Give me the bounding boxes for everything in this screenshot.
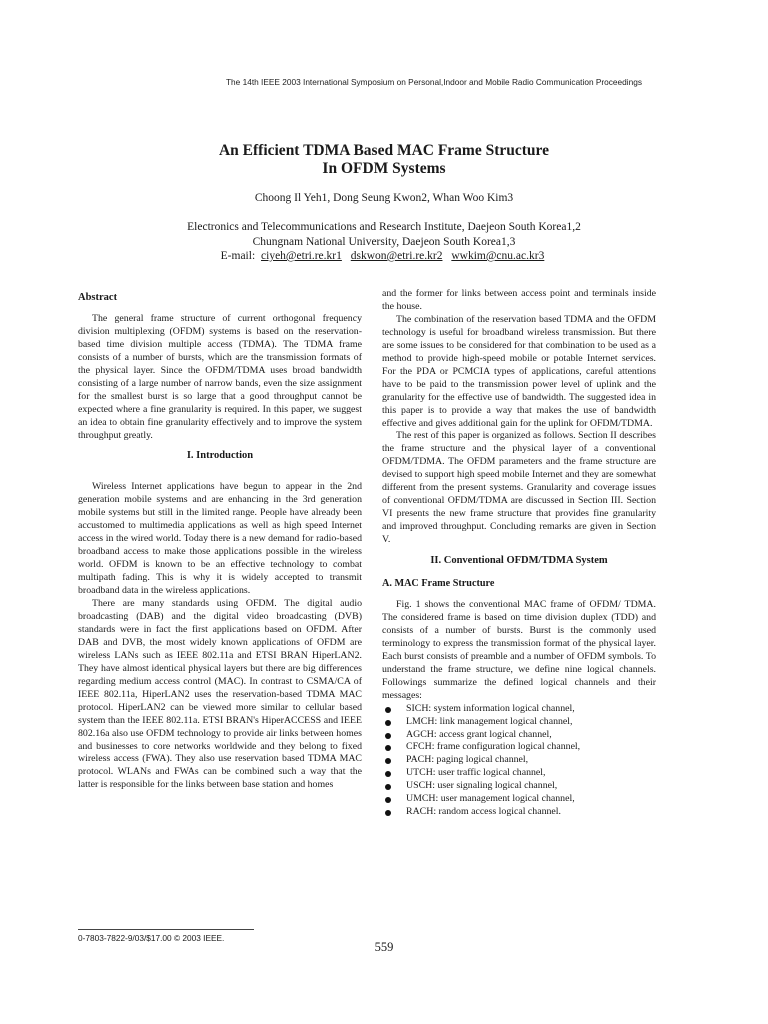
list-item: AGCH: access grant logical channel, — [382, 729, 656, 742]
list-item: PACH: paging logical channel, — [382, 754, 656, 767]
list-item: RACH: random access logical channel. — [382, 806, 656, 819]
copyright-notice: 0-7803-7822-9/03/$17.00 © 2003 IEEE. — [78, 933, 225, 943]
bullet-icon — [385, 733, 391, 739]
list-item: USCH: user signaling logical channel, — [382, 780, 656, 793]
abstract-heading: Abstract — [78, 292, 118, 303]
bullet-icon — [385, 810, 391, 816]
footnote-rule — [78, 929, 254, 930]
bullet-icon — [385, 784, 391, 790]
introduction-paragraph-1: Wireless Internet applications have begun to appear in the 2nd generation mobile systems and are enhancing in the 3rd generation mobile systems but still in the limited range. People have already been accustomed to multimedia applications as well as high speed Internet access in the wired world. Today there is a new demand for radio-based broadband access to make those applications possible in the wireless world. OFDM is known to be an effective technology to combat multipath fading. This is why it is widely accepted to transmit broadband data in the wireless applications. — [78, 481, 362, 597]
affiliation-line-1: Electronics and Telecommunications and Research Institute, Daejeon South Korea1,2 — [187, 221, 581, 233]
introduction-paragraph-4: The rest of this paper is organized as follows. Section II describes the frame structure and the physical layer of a conventional OFDM/TDMA. The OFDM parameters and the frame structure are devised to support high speed mobile Internet and they are somewhat different from the present systems. Granularity and coverage issues of conventional OFDM/TDMA are discussed in Section III. Section VI presents the new frame structure that provides fine granularity and improved throughput. Concluding remarks are given in Section V. — [382, 430, 656, 546]
introduction-heading: I. Introduction — [186, 450, 254, 462]
affiliation-line-2: Chungnam National University, Daejeon South Korea1,3 — [252, 235, 516, 248]
email-label: E-mail: — [220, 250, 256, 262]
abstract-text: The general frame structure of current orthogonal frequency division multiplexing (OFDM) systems is based on the reservation-based time division multiple access (TDMA). The TDMA frame consists of a number of bursts, which are the transmission formats of the physical layer. Since the OFDM/TDMA uses broad bandwidth consisting of a large number of narrow bands, even the size assignment for the smallest burst is so large that a good throughput cannot be expected where a fine granularity is required. In this paper, we suggest an idea to obtain fine granularity effectively and to improve the system throughput greatly. — [78, 312, 362, 441]
email-link-2[interactable]: dskwon@etri.re.kr2 — [350, 250, 443, 262]
title-line-2: In OFDM Systems — [322, 160, 446, 177]
paper-title — [0, 142, 768, 178]
bullet-icon — [385, 745, 391, 751]
bullet-icon — [385, 707, 391, 713]
introduction-paragraph-3: The combination of the reservation based TDMA and the OFDM technology is useful for broadband wireless transmission. But there are some issues to be considered for that combination to be used as a method to provide high-speed mobile or potable Internet services. For the PDA or PCMCIA types of applications, careful attentions have to be paid to the transmission power level of uplink and the granularity for the effective use of bandwidth. The suggested idea in this paper is to provide a way that makes the use of bandwidth effective and gives additional gain for the uplink for OFDM/TDMA. — [382, 313, 656, 429]
bullet-icon — [385, 797, 391, 803]
section-2-paragraph: Fig. 1 shows the conventional MAC frame of OFDM/ TDMA. The considered frame is based on time division duplex (TDD) and consists of a number of bursts. Burst is the commonly used terminology to express the transmission format of the physical layer. Each burst consists of preamble and a number of OFDM symbols. To understand the frame structure, we define nine logical channels. Followings summarize the defined logical channels and their messages: — [382, 598, 656, 701]
list-item: UTCH: user traffic logical channel, — [382, 767, 656, 780]
list-item: CFCH: frame configuration logical channel, — [382, 741, 656, 754]
title-line-1: An Efficient TDMA Based MAC Frame Structure — [218, 142, 550, 159]
right-column — [382, 288, 656, 819]
left-column — [78, 288, 362, 792]
email-line — [0, 249, 768, 264]
bullet-icon — [385, 771, 391, 777]
bullet-icon — [385, 720, 391, 726]
author-list: Choong Il Yeh1, Dong Seung Kwon2, Whan Woo Kim3 — [254, 192, 514, 204]
introduction-continuation: and the former for links between access point and terminals inside the house. — [382, 288, 656, 312]
affiliations — [0, 220, 768, 264]
email-link-1[interactable]: ciyeh@etri.re.kr1 — [261, 250, 342, 262]
email-link-3[interactable]: wwkim@cnu.ac.kr3 — [451, 250, 545, 262]
list-item: UMCH: user management logical channel, — [382, 793, 656, 806]
logical-channel-list — [382, 703, 656, 820]
subsection-a-heading: A. MAC Frame Structure — [382, 578, 495, 590]
introduction-paragraph-2: There are many standards using OFDM. The digital audio broadcasting (DAB) and the digital video broadcasting (DVB) standards were in fact the first applications based on OFDM. After DAB and DVB, the most widely known applications of OFDM are wireless LANs such as IEEE 802.11a and ETSI BRAN HiperLAN2. They have almost identical physical layers but there are big differences regarding medium access control (MAC). In contrast to CSMA/CA of IEEE 802.11a, HiperLAN2 uses the reservation-based TDMA MAC protocol. HiperLAN2 can be viewed more similar to cellular based system than the IEEE 802.11a. ETSI BRAN's HiperACCESS and IEEE 802.16a also use OFDM technology to provide air links between homes and businesses to core networks worldwide and they belong to fixed wireless access (FWA). They also use reservation based TDMA MAC protocol. WLANs and FWAs can be combined such a way that the latter is responsible for the links between base station and homes — [78, 598, 362, 791]
page-number: 559 — [374, 940, 394, 954]
list-item: LMCH: link management logical channel, — [382, 716, 656, 729]
section-2-heading: II. Conventional OFDM/TDMA System — [430, 555, 608, 567]
bullet-icon — [385, 758, 391, 764]
proceedings-header: The 14th IEEE 2003 International Symposium on Personal,Indoor and Mobile Radio Communication Proceedings — [225, 77, 642, 87]
list-item: SICH: system information logical channel, — [382, 703, 656, 716]
